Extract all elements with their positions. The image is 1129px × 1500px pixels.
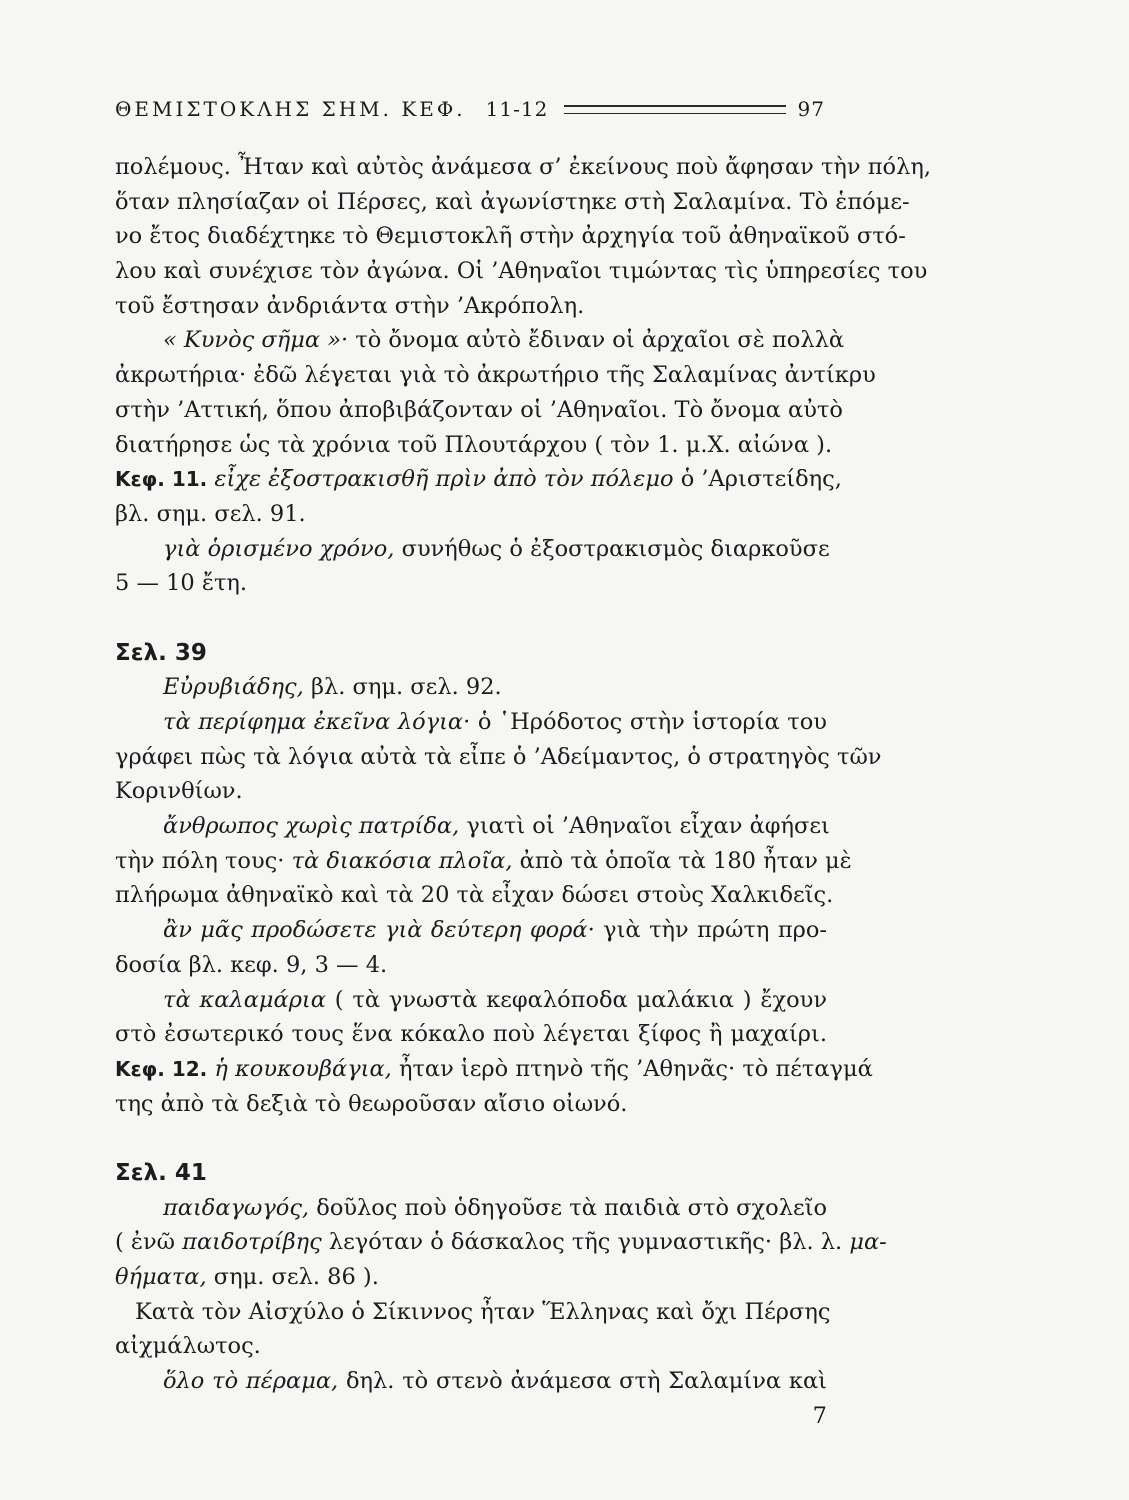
text-line xyxy=(115,1225,887,1260)
text-line: γράφει πὼς τὰ λόγια αὐτὰ τὰ εἶπε ὁ ’Αδείμαντος, ὁ στρατηγὸς τῶν xyxy=(115,743,882,770)
page-body xyxy=(115,150,931,1433)
text-line: στὴν ’Αττική, ὅπου ἀποβιβάζονταν οἱ ’Αθηναῖοι. Τὸ ὄνομα αὐτὸ xyxy=(115,396,843,423)
italic-term: γιὰ ὁρισμένο χρόνο, xyxy=(163,535,395,562)
text-line: πλήρωμα ἀθηναϊκὸ καὶ τὰ 20 τὰ εἶχαν δώσει στοὺς Χαλκιδεῖς. xyxy=(115,882,834,909)
italic-term: παιδοτρίβης xyxy=(175,1229,322,1256)
text-line: λου καὶ συνέχισε τὸν ἀγώνα. Οἱ ’Αθηναῖοι τιμώντας τὶς ὑπηρεσίες του xyxy=(115,258,928,285)
italic-term: ἄνθρωπος χωρὶς πατρίδα, xyxy=(163,813,460,840)
line-text: ἦταν ἱερὸ πτηνὸ τῆς ’Αθηνᾶς· τὸ πέταγμά xyxy=(391,1055,873,1082)
text-line xyxy=(115,705,827,740)
italic-term: εἶχε ἐξοστρακισθῆ πρὶν ἀπὸ τὸν πόλεμο xyxy=(207,466,674,493)
line-text: συνήθως ὁ ἐξοστρακισμὸς διαρκοῦσε xyxy=(394,535,830,562)
line-text: τὸ ὄνομα αὐτὸ ἔδιναν οἱ ἀρχαῖοι σὲ πολλὰ xyxy=(348,327,845,354)
italic-term: τὰ καλαμάρια xyxy=(163,986,326,1013)
italic-term: τὰ διακόσια πλοῖα, xyxy=(284,847,513,874)
text-line: Κορινθίων. xyxy=(115,778,243,805)
section-heading: Σελ. 39 xyxy=(115,639,207,666)
line-text: λεγόταν ὁ δάσκαλος τῆς γυμναστικῆς· βλ. λ. xyxy=(321,1229,843,1256)
text-line: ὅταν πλησίαζαν οἱ Πέρσες, καὶ ἀγωνίστηκε στὴ Σαλαμίνα. Τὸ ἑπόμε- xyxy=(115,188,910,215)
text-line: δοσία βλ. κεφ. 9, 3 — 4. xyxy=(115,951,388,978)
italic-term: Εὐρυβιάδης, xyxy=(163,674,304,701)
line-text: ὁ ῾Ηρόδοτος στὴν ἱστορία του xyxy=(470,709,827,735)
italic-term: « Κυνὸς σῆμα »· xyxy=(163,327,349,354)
text-line: 5 — 10 ἔτη. xyxy=(115,570,248,597)
chapter-label: Κεφ. 12. xyxy=(115,1056,208,1081)
italic-term: ὅλο τὸ πέραμα, xyxy=(163,1368,339,1395)
chapter-label: Κεφ. 11. xyxy=(115,467,208,492)
text-line: τοῦ ἔστησαν ἀνδριάντα στὴν ’Ακρόπολη. xyxy=(115,292,585,319)
line-text: ὁ ’Αριστείδης, xyxy=(673,466,842,493)
line-text: γιατὶ οἱ ’Αθηναῖοι εἶχαν ἀφήσει xyxy=(459,813,830,840)
italic-term: θήματα, xyxy=(115,1264,207,1290)
italic-term: ἂν μᾶς προδώσετε γιὰ δεύτερη φορά· xyxy=(163,917,595,944)
line-text: τὴν πόλη τους· xyxy=(115,847,285,874)
signature-mark: 7 xyxy=(812,1402,827,1429)
line-text: γιὰ τὴν πρώτη προ- xyxy=(594,917,827,944)
running-header xyxy=(115,94,825,124)
text-line: Κατὰ τὸν Αἰσχύλο ὁ Σίκιννος ἦταν Ἕλληνας καὶ ὄχι Πέρσης xyxy=(135,1298,831,1325)
text-line xyxy=(115,844,852,879)
text-line xyxy=(115,983,827,1018)
text-line xyxy=(115,809,830,844)
text-line: στὸ ἐσωτερικό τους ἕνα κόκαλο ποὺ λέγεται ξίφος ἢ μαχαίρι. xyxy=(115,1021,827,1048)
page-number: 97 xyxy=(797,97,825,121)
line-text: βλ. σημ. σελ. 92. xyxy=(303,674,502,701)
section-gap xyxy=(115,1121,827,1156)
text-line: πολέμους. Ἦταν καὶ αὐτὸς ἀνάμεσα σ’ ἐκείνους ποὺ ἄφησαν τὴν πόλη, xyxy=(115,154,931,180)
text-line xyxy=(115,670,827,705)
header-title: ΘΕΜΙΣΤΟΚΛΗΣ ΣΗΜ. ΚΕΦ. xyxy=(115,97,466,121)
italic-term: τὰ περίφημα ἐκεῖνα λόγια· xyxy=(163,709,471,735)
italic-term: παιδαγωγός, xyxy=(163,1194,310,1221)
text-line xyxy=(115,913,827,948)
line-text: ( τὰ γνωστὰ κεφαλόποδα μαλάκια ) ἔχουν xyxy=(325,986,827,1013)
text-line: νο ἔτος διαδέχτηκε τὸ Θεμιστοκλῆ στὴν ἀρχηγία τοῦ ἀθηναϊκοῦ στό- xyxy=(115,223,906,250)
text-line: ἀκρωτήρια· ἐδῶ λέγεται γιὰ τὸ ἀκρωτήριο τῆς Σαλαμίνας ἀντίκρυ xyxy=(115,362,876,389)
italic-term: ἡ κουκουβάγια, xyxy=(207,1055,392,1082)
section-heading: Σελ. 41 xyxy=(115,1159,207,1186)
text-line xyxy=(115,462,842,497)
text-line: διατήρησε ὡς τὰ χρόνια τοῦ Πλουτάρχου ( τὸν 1. μ.Χ. αἰώνα ). xyxy=(115,431,833,458)
header-rule xyxy=(564,105,785,114)
italic-term: μα- xyxy=(842,1229,887,1256)
text-line xyxy=(115,1260,827,1295)
text-line: αἰχμάλωτος. xyxy=(115,1333,261,1360)
section-gap xyxy=(115,601,827,636)
text-line: βλ. σημ. σελ. 91. xyxy=(115,500,306,527)
line-text: δηλ. τὸ στενὸ ἀνάμεσα στὴ Σαλαμίνα καὶ xyxy=(338,1368,827,1395)
line-text: ( ἐνῶ xyxy=(115,1229,176,1256)
text-line xyxy=(115,532,830,567)
line-text: ἀπὸ τὰ ὁποῖα τὰ 180 ἦταν μὲ xyxy=(512,847,852,874)
text-line xyxy=(115,1364,827,1399)
line-text: δοῦλος ποὺ ὁδηγοῦσε τὰ παιδιὰ στὸ σχολεῖο xyxy=(309,1194,827,1221)
text-line xyxy=(115,1191,827,1226)
text-line xyxy=(115,1052,873,1087)
text-line: της ἀπὸ τὰ δεξιὰ τὸ θεωροῦσαν αἴσιο οἰωνό. xyxy=(115,1090,628,1117)
line-text: σημ. σελ. 86 ). xyxy=(206,1264,379,1290)
text-line xyxy=(115,323,845,358)
header-chapters: 11-12 xyxy=(485,97,549,121)
